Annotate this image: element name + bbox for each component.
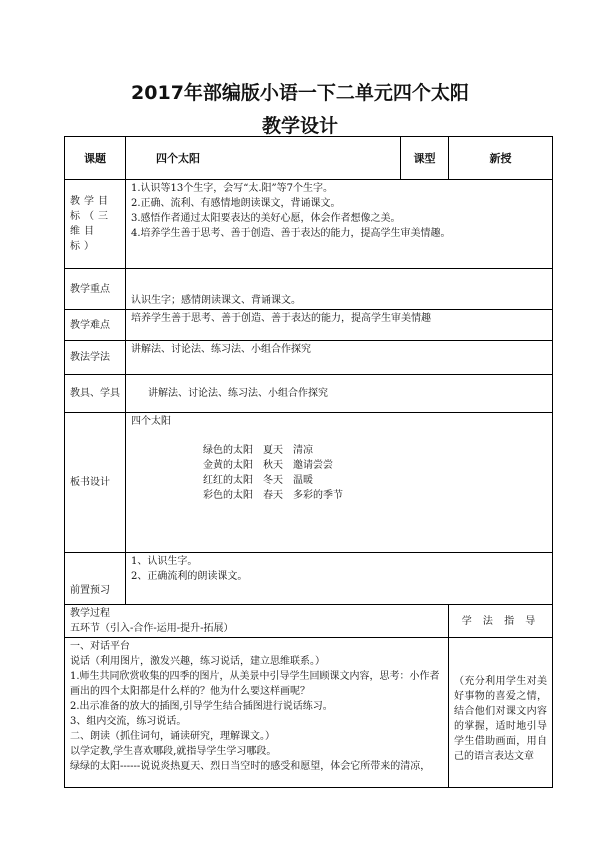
preview-row [65, 553, 553, 605]
document-subtitle: 教学设计 [261, 115, 338, 137]
tools-value: 讲解法、讨论法、练习法、小组合作探究 [126, 375, 553, 413]
lesson-plan-table [64, 136, 553, 788]
board-heading: 四个太阳 [131, 416, 171, 427]
process-content [65, 638, 449, 788]
methods-value: 讲解法、讨论法、练习法、小组合作探究 [126, 341, 553, 375]
board-line: 彩色的太阳 春天 多彩的季节 [203, 490, 343, 501]
process-line: 1.师生共同欣赏收集的四季的图片，从美景中引导学生回顾课文内容，思考：小作者画出的四个太阳都是什么样的？他为什么要这样画呢？ [70, 671, 440, 697]
board-line: 红红的太阳 冬天 温暖 [203, 475, 313, 486]
difficulties-label: 教学难点 [65, 310, 126, 341]
difficulties-row [65, 310, 553, 341]
process-line: 二、朗读（抓住词句，诵读研究，理解课文。） [70, 731, 275, 742]
preview-item: 2、正确流利的朗读课文。 [131, 571, 248, 582]
key-points-value: 认识生字；感情朗读课文、背诵课文。 [126, 269, 553, 310]
goal-item: 4.培养学生善于思考、善于创造、善于表达的能力，提高学生审美情趣。 [131, 228, 451, 239]
process-line: 绿绿的太阳------说说炎热夏天、烈日当空时的感受和愿望，体会它所带来的清凉， [70, 761, 431, 772]
goals-content [126, 180, 553, 269]
methods-label: 教法学法 [65, 341, 126, 375]
board-content [126, 413, 553, 553]
preview-label: 前置预习 [65, 553, 126, 605]
header-row [65, 137, 553, 180]
board-line: 金黄的太阳 秋天 邀请尝尝 [203, 460, 333, 471]
document-title: 2017年部编版小语一下二单元四个太阳 [131, 82, 469, 104]
process-header [65, 605, 449, 638]
process-line: 一、对话平台 [70, 641, 130, 652]
process-subtitle: 五环节（引入-合作-运用-提升-拓展） [70, 623, 234, 634]
guide-note: （充分利用学生对美好事物的喜爱之情，结合他们对课文内容的掌握，适时地引导学生借助画面，用自己的语言表达文章 [449, 638, 553, 788]
process-line: 2.出示准备的放大的插图,引导学生结合插图进行说话练习。 [70, 701, 333, 712]
methods-row [65, 341, 553, 375]
process-line: 以学定教,学生喜欢哪段,就指导学生学习哪段。 [70, 746, 277, 757]
goal-item: 1.认识等13个生字，会写“太.阳”等7个生字。 [131, 183, 334, 194]
process-line: 说话（利用图片，激发兴趣，练习说话，建立思维联系。） [70, 656, 325, 667]
tools-label: 教具、学具 [65, 375, 126, 413]
board-label: 板书设计 [65, 413, 126, 553]
preview-item: 1、认识生字。 [131, 556, 198, 567]
tools-row [65, 375, 553, 413]
process-body-row [65, 638, 553, 788]
key-points-label: 教学重点 [65, 269, 126, 310]
process-line: 3、组内交流，练习说话。 [70, 716, 187, 727]
goals-label: 教学目标（三维目标） [65, 180, 126, 269]
difficulties-value: 培养学生善于思考、善于创造、善于表达的能力，提高学生审美情趣 [126, 310, 553, 341]
process-header-row [65, 605, 553, 638]
type-value: 新授 [449, 137, 553, 180]
board-row [65, 413, 553, 553]
lesson-label: 课题 [65, 137, 126, 180]
goals-row [65, 180, 553, 269]
guide-label: 学 法 指 导 [449, 605, 553, 638]
preview-content [126, 553, 553, 605]
goal-item: 2.正确、流利、有感情地朗读课文，背诵课文。 [131, 198, 341, 209]
process-label: 教学过程 [70, 608, 110, 619]
board-line: 绿色的太阳 夏天 清凉 [203, 445, 313, 456]
goal-item: 3.感悟作者通过太阳要表达的美好心愿，体会作者想像之美。 [131, 213, 401, 224]
key-points-row [65, 269, 553, 310]
type-label: 课型 [401, 137, 449, 180]
lesson-value: 四个太阳 [126, 137, 401, 180]
